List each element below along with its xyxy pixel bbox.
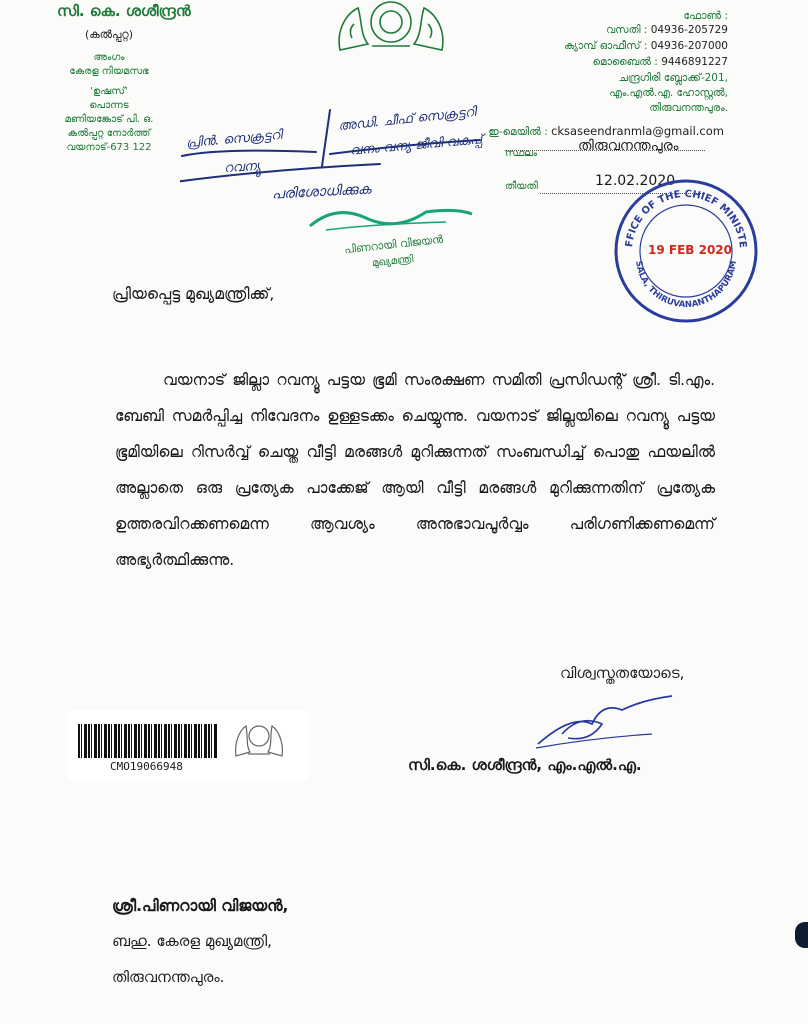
letterhead-town: കൽപ്പറ്റ നോർത്ത് [67,128,151,139]
state-emblem [332,0,450,52]
barcode-emblem [232,720,286,758]
letterhead-mla-name: സി. കെ. ശശീന്ദ്രൻ [57,2,191,20]
email-value: cksaseendranmla@gmail.com [551,124,724,138]
date-value: 12.02.2020 [595,173,676,189]
cm-name-stamp: പിണറായി വിജയൻ [343,232,444,257]
residence-label: വസതി : [605,24,648,36]
letterhead-constituency: (കൽപ്പറ്റ) [84,28,134,41]
letterhead-house-name: 'ഉഷസ്' [90,86,128,97]
addressee-city: തിരുവനന്തപുരം. [112,968,225,986]
letterhead-designation-2: കേരള നിയമസഭ [69,66,149,77]
letterhead-district-pin: വയനാട്-673 122 [66,142,152,153]
mobile-label: മൊബൈൽ : [592,56,658,68]
body-paragraph: വയനാട് ജില്ലാ റവന്യൂ പട്ടയ ഭൂമി സംരക്ഷണ സമിതി പ്രസിഡന്റ് ശ്രീ. ടി.എം. ബേബി സമർപ്പിച്ച നിവേദനം ഉള്ളടക്കം ചെയ്യുന്നു. വയനാട് ജില്ലയിലെ റവന്യൂ പട്ടയ ഭൂമിയിലെ റിസർവ്വ് ചെയ്ത വീട്ടി മരങ്ങൾ മുറിക്കുന്നത് സംബന്ധിച്ച് പൊതു ഫയലിൽ അല്ലാതെ ഒരു പ്രത്യേക പാക്കേജ് ആയി വീട്ടി മരങ്ങൾ മുറിക്കുന്നതിന് പ്രത്യേക ഉത്തരവിറക്കണമെന്ന ആവശ്യം അനുഭാവപൂർവ്വം പരിഗണിക്കണമെന്ന് അഭ്യർത്ഥിക്കുന്നു. [115,371,715,569]
letterhead-phone-heading: ഫോൺ : [683,10,728,22]
letterhead-place: പൊന്നട [89,100,129,111]
letterhead-hostel-2: എം.എൽ.എ. ഹോസ്റ്റൽ, [609,87,728,99]
place-value: തിരുവനന്തപുരം [578,138,679,154]
letterhead-camp-office-row [564,40,728,53]
annotation-revenue: റവന്യൂ [223,158,261,177]
barcode-id: CMO19066948 [110,760,183,773]
barcode-bars [78,724,218,758]
letterhead-hostel-1: ചന്ദ്രഗിരി ബ്ലോക്ക്-201, [618,72,728,84]
annotation-prin-secretary: പ്രിൻ. സെക്രട്ടറി [185,127,283,152]
letterhead-mobile-row [592,56,728,69]
letterhead-hostel-3: തിരുവനന്തപുരം. [649,102,728,114]
annotation-forest-dept: വനം വന്യ ജീവി വകുപ്പ് [349,132,483,159]
letterhead-residence-row [606,24,728,37]
mobile-phone: 9446891227 [661,56,728,68]
salutation: പ്രിയപ്പെട്ട മുഖ്യമന്ത്രിക്ക്, [112,285,275,303]
svg-text:OFFICE OF THE CHIEF MINISTER [612,177,748,249]
place-divider [505,150,705,151]
residence-phone: 04936-205729 [650,24,728,36]
letterhead-designation-1: അംഗം [93,52,125,63]
cm-office-received-stamp [612,177,760,325]
page-edge-mark [795,922,808,948]
stamp-date: 19 FEB 2020 [648,243,732,257]
camp-office-phone: 04936-207000 [650,40,728,52]
email-label: ഇ-മെയിൽ : [488,126,548,138]
place-label: സ്ഥലം [505,148,538,159]
date-label: തീയതി [505,181,538,192]
letterhead-po: മണിയങ്കോട് പി. ഒ. [64,114,154,125]
annotation-examine: പരിശോധിക്കുക [271,181,372,203]
stamp-bottom-text: SALA, THIRUVANANTHAPURAM [633,260,739,311]
letterhead-email-row [488,124,724,139]
svg-text:SALA, THIRUVANANTHAPURAM [633,260,739,310]
camp-office-label: ക്യാമ്പ് ഓഫീസ് : [564,40,648,52]
annotation-addl-chief-secretary: അഡി. ചീഫ് സെക്രട്ടറി [337,104,477,135]
addressee-name: ശ്രീ.പിണറായി വിജയൻ, [112,897,289,915]
mla-signature [532,694,682,754]
cm-title-stamp: മുഖ്യമന്ത്രി [371,253,414,270]
cm-green-signature [306,196,476,236]
cmo-barcode-label [68,710,308,780]
signatory-name: സി.കെ. ശശീന്ദ്രൻ, എം.എൽ.എ. [408,756,642,774]
addressee-title: ബഹു. കേരള മുഖ്യമന്ത്രി, [112,932,272,950]
closing: വിശ്വസ്തതയോടെ, [560,664,685,682]
stamp-top-text: FFICE OF THE CHIEF MINISTE [624,188,748,249]
